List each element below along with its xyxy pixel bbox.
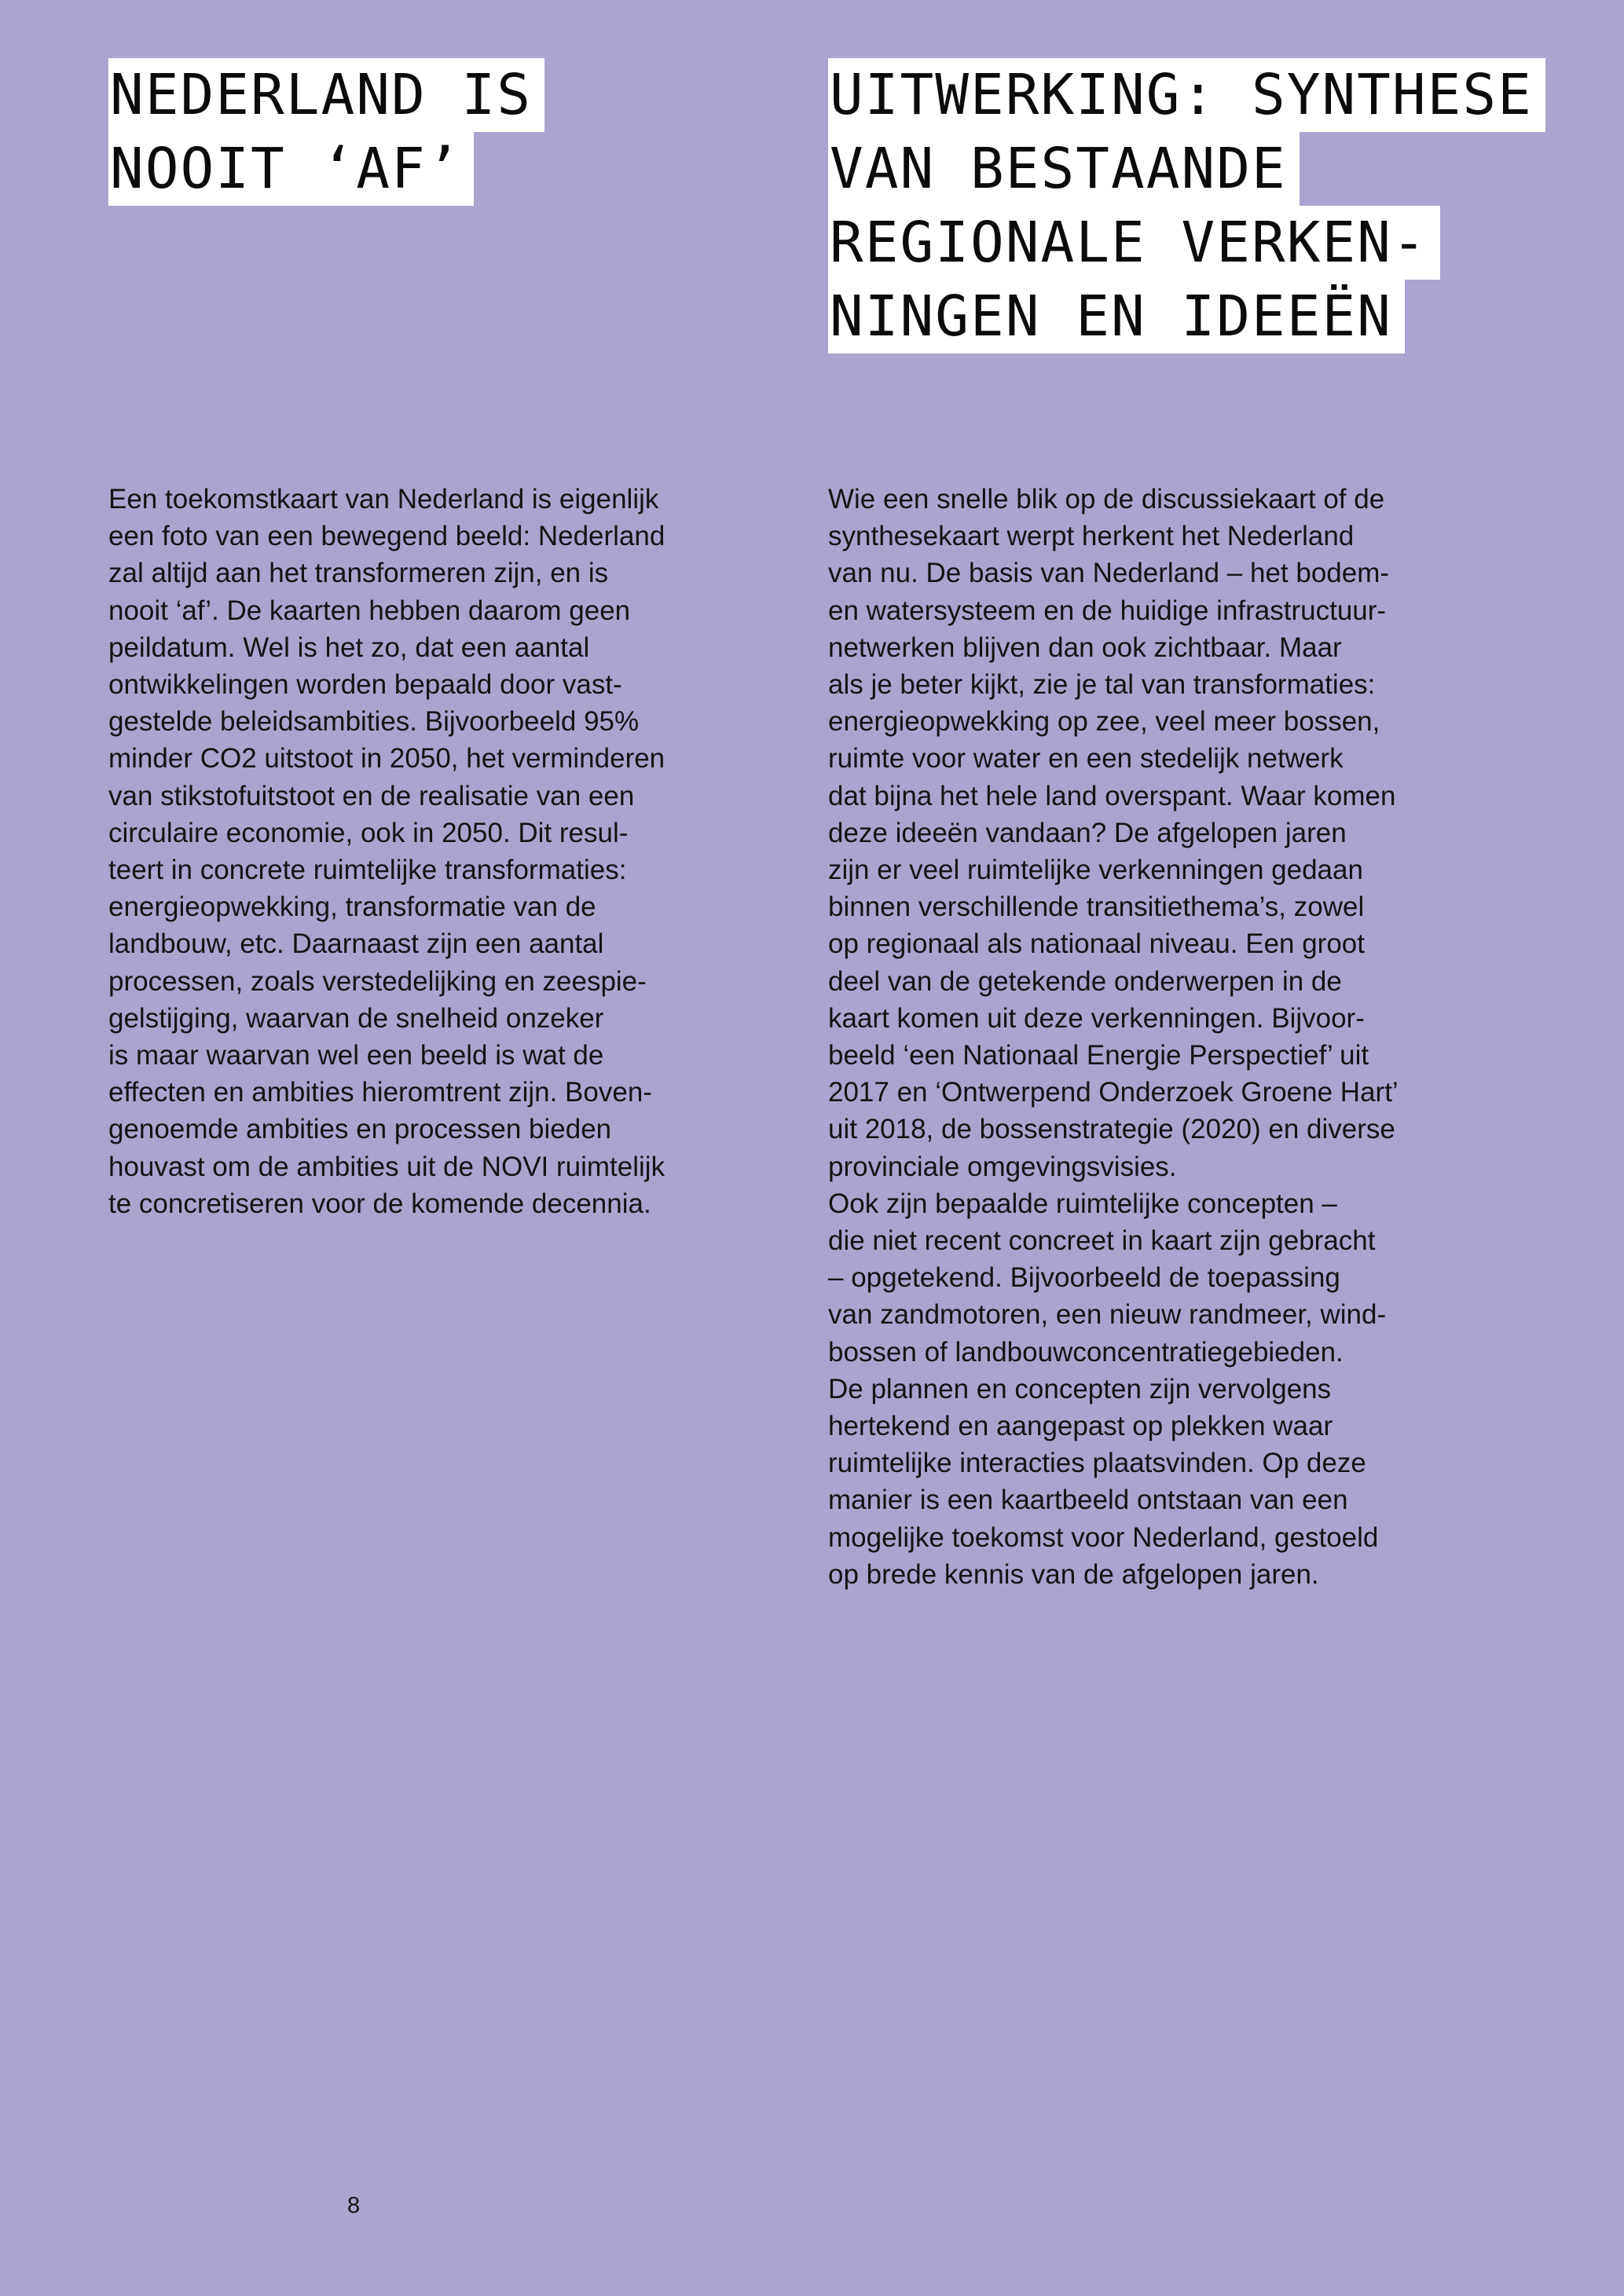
right-body-paragraph: Wie een snelle blik op de discussiekaart of de synthesekaart werpt herkent het Nederland van nu. De basis van Nederland – het bodem- en watersysteem en de huidige infrastructuur- netwerken blijven dan ook zichtbaar. Maar als je beter kijkt, zie je tal van transformaties: energieopwekking op zee, veel meer bossen, ruimte voor water en een stedelijk netwerk dat bijna het hele land overspant. Waar komen deze ideeën vandaan? De afgelopen jaren zijn er veel ruimtelijke verkenningen gedaan binnen verschillende transitiethema’s, zowel op regionaal als nationaal niveau. Een groot deel van de getekende onderwerpen in de kaart komen uit deze verkenningen. Bijvoor- beeld ‘een Nationaal Energie Perspectief’ uit 2017 en ‘Ontwerpend Onderzoek Groene Hart’ uit 2018, de bossenstrategie (2020) en diverse provinciale omgevingsvisies. Ook zijn bepaalde ruimtelijke concepten – die niet recent concreet in kaart zijn gebracht – opgetekend. Bijvoorbeeld de toepassing van zandmotoren, een nieuw randmeer, wind- bossen of landbouwconcentratiegebieden. De plannen en concepten zijn vervolgens hertekend en aangepast op plekken waar ruimtelijke interacties plaatsvinden. Op deze manier is een kaartbeeld ontstaan van een mogelijke toekomst voor Nederland, gestoeld op brede kennis van de afgelopen jaren. xyxy=(828,484,1399,1590)
right-heading-line-2: VAN BESTAANDE xyxy=(828,132,1300,206)
right-heading-line-4: NINGEN EN IDEEËN xyxy=(828,280,1405,353)
left-body-paragraph: Een toekomstkaart van Nederland is eigenlijk een foto van een bewegend beeld: Nederland zal altijd aan het transformeren zijn, en is nooit ‘af’. De kaarten hebben daarom geen peildatum. Wel is het zo, dat een aantal ontwikkelingen worden bepaald door vast- gestelde beleidsambities. Bijvoorbeeld 95% minder CO2 uitstoot in 2050, het verminderen van stikstofuitstoot en de realisatie van een circulaire economie, ook in 2050. Dit resul- teert in concrete ruimtelijke transformaties: energieopwekking, transformatie van de landbouw, etc. Daarnaast zijn een aantal processen, zoals verstedelijking en zeespie- gelstijging, waarvan de snelheid onzeker is maar waarvan wel een beeld is wat de effecten en ambities hieromtrent zijn. Boven- genoemde ambities en processen bieden houvast om de ambities uit de NOVI ruimtelijk te concretiseren voor de komende decennia. xyxy=(108,484,665,1219)
right-heading-line-3: REGIONALE VERKEN- xyxy=(828,206,1440,280)
left-heading xyxy=(108,58,544,206)
left-heading-line-1: NEDERLAND IS xyxy=(108,58,544,132)
right-heading-line-1: UITWERKING: SYNTHESE xyxy=(828,58,1545,132)
right-heading xyxy=(828,58,1545,353)
page-number: 8 xyxy=(347,2193,361,2218)
left-heading-line-2: NOOIT ‘AF’ xyxy=(108,132,474,206)
